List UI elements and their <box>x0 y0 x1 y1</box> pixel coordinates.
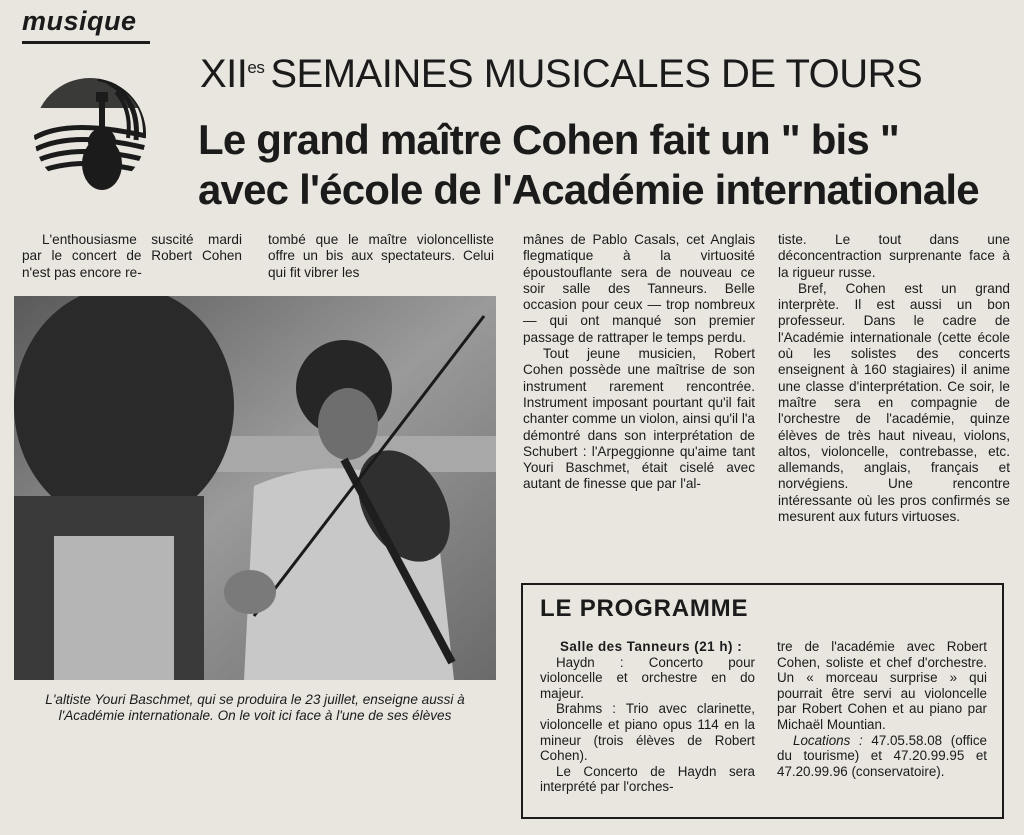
article-paragraph: L'enthousiasme suscité mardi par le concert de Robert Cohen n'est pas encore re- <box>22 232 242 280</box>
programme-item: Le Concerto de Haydn sera interprété par l'orches- <box>540 763 755 795</box>
article-paragraph: Tout jeune musicien, Robert Cohen possède une maîtrise de son instrument rarement rencontrée. Instrument imposant pourtant qu'il fait chanter comme un violon, ainsi qu'il l'a démontré dans son interprétation de Schubert : l'Arpeggionne qu'aime tant Youri Baschmet, était ciselé avec autant de finesse que par l'al- <box>523 346 755 492</box>
article-column-2 <box>268 232 494 281</box>
programme-column-2 <box>777 639 987 779</box>
kicker-text: SEMAINES MUSICALES DE TOURS <box>270 52 923 96</box>
article-column-1 <box>22 232 242 281</box>
headline-line-2: avec l'école de l'Académie internationale <box>198 166 979 213</box>
locations-text: 47.05.58.08 (office du tourisme) et 47.20.99.95 et 47.20.99.96 (conservatoire). <box>777 732 987 779</box>
article-paragraph: Bref, Cohen est un grand interprète. Il est aussi un bon professeur. Dans le cadre de l'Académie internationale (cette école où les solistes des concerts enseignent à 160 stagiaires) il anime une classe d'interprétation. Ce soir, le maître sera en compagnie de l'orchestre de l'académie, quinze élèves de très haut niveau, violons, altos, violoncelle, contrebasse, etc. allemands, anglais, français et norvégiens. Une rencontre intéressante où les pros confirmés se mesurent aux futurs virtuoses. <box>778 280 1010 525</box>
programme-column-1 <box>540 639 755 795</box>
photo <box>14 296 496 680</box>
programme-box <box>521 583 1004 819</box>
section-rubric: musique <box>22 6 137 36</box>
programme-item: Brahms : Trio avec clarinette, violoncelle et piano opus 114 en la mineur (trois élèves de Robert Cohen). <box>540 701 755 764</box>
headline-line-1: Le grand maître Cohen fait un " bis " <box>198 116 899 163</box>
programme-item: tre de l'académie avec Robert Cohen, soliste et chef d'orchestre. Un « morceau surprise » qui pourrait être servi au violoncelle par Robert Cohen et au piano par Michaël Mountian. <box>777 639 987 732</box>
programme-item: Haydn : Concerto pour violoncelle et orchestre en do majeur. <box>540 654 755 701</box>
article-paragraph: tiste. Le tout dans une déconcentraction surprenante face à la rigueur russe. <box>778 232 1010 280</box>
rubric-underline <box>22 41 150 44</box>
article-column-4 <box>778 232 1010 525</box>
photo-caption: L'altiste Youri Baschmet, qui se produira le 23 juillet, enseigne aussi à l'Académie internationale. On le voit ici face à l'une de ses élèves <box>45 692 465 723</box>
kicker-numeral: XII <box>200 52 248 96</box>
kicker-title <box>200 52 922 97</box>
photo-image <box>14 296 496 680</box>
programme-title: LE PROGRAMME <box>540 595 749 622</box>
article-column-3 <box>523 232 755 493</box>
article-paragraph: tombé que le maître violoncelliste offre un bis aux spectateurs. Celui qui fit vibrer les <box>268 232 494 280</box>
article-paragraph: mânes de Pablo Casals, cet Anglais flegmatique à la virtuosité époustouflante sera de nouveau ce soir salle des Tanneurs. Belle occasion pour ceux — trop nombreux — qui ont manqué son premier passage de rattraper le temps perdu. <box>523 232 755 345</box>
locations-label: Locations : <box>793 732 863 748</box>
programme-hall: Salle des Tanneurs (21 h) : <box>560 639 743 654</box>
kicker-suffix: es <box>247 58 265 77</box>
violin-logo-icon <box>28 78 152 208</box>
programme-locations <box>777 733 987 780</box>
